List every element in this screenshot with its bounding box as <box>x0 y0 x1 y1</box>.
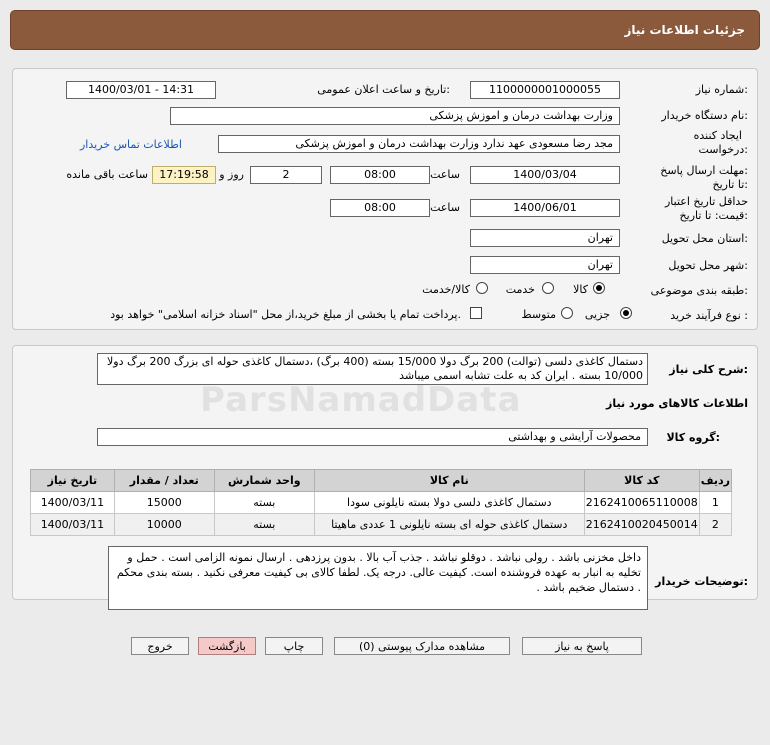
back-button[interactable]: بازگشت <box>198 637 256 655</box>
col-header-row-number: ردیف <box>699 470 731 492</box>
cell-code: 2162410065110008 <box>584 492 699 514</box>
treasury-payment-checkbox[interactable] <box>470 307 482 319</box>
validity-time-field: 08:00 <box>330 199 430 217</box>
description-field: دستمال کاغذی دلسی (توالت) 200 برگ دولا 15/000 بسته (400 برگ) ،دستمال کاغذی حوله ای بزرگ 200 برگ دولا 10/000 بسته . ایران کد به علت تشابه اسمی میباشد <box>97 353 648 385</box>
process-radio-minor[interactable] <box>620 307 632 322</box>
exit-button[interactable]: خروج <box>131 637 189 655</box>
remaining-time-label: ساعت باقی مانده <box>66 168 148 181</box>
col-header-unit: واحد شمارش <box>214 470 314 492</box>
category-radio-service[interactable] <box>542 282 554 297</box>
description-label: شرح کلی نیاز: <box>669 363 748 376</box>
radio-unchecked-icon <box>542 282 554 294</box>
table-row <box>31 514 732 536</box>
cell-code: 2162410020450014 <box>584 514 699 536</box>
validity-label-line2: قیمت: تا تاریخ: <box>679 209 748 222</box>
radio-unchecked-icon <box>476 282 488 294</box>
process-radio-medium[interactable] <box>561 307 573 322</box>
page-title: جزئیات اطلاعات نیاز <box>624 23 745 37</box>
days-remaining-field: 2 <box>250 166 322 184</box>
cell-name: دستمال کاغذی دلسی دولا بسته نایلونی سودا <box>314 492 584 514</box>
deadline-date-field: 1400/03/04 <box>470 166 620 184</box>
city-field: تهران <box>470 256 620 274</box>
buyer-org-field: وزارت بهداشت درمان و اموزش پزشکی <box>170 107 620 125</box>
category-option-goods: کالا <box>573 283 588 296</box>
print-button[interactable]: چاپ <box>265 637 323 655</box>
creator-label-line1: ایجاد کننده <box>693 129 742 142</box>
announce-date-field: 1400/03/01 - 14:31 <box>66 81 216 99</box>
cell-quantity: 10000 <box>114 514 214 536</box>
remaining-time-field: 17:19:58 <box>152 166 216 184</box>
cell-unit: بسته <box>214 492 314 514</box>
cell-name: دستمال کاغذی حوله ای بسته نایلونی 1 عددی ماهیتا <box>314 514 584 536</box>
page-header <box>10 10 760 50</box>
city-label: شهر محل تحویل: <box>668 259 748 272</box>
cell-need-date: 1400/03/11 <box>31 492 115 514</box>
deadline-label-line2: تا تاریخ: <box>712 178 748 191</box>
radio-unchecked-icon <box>561 307 573 319</box>
radio-checked-icon <box>620 307 632 319</box>
col-header-need-date: تاریخ نیاز <box>31 470 115 492</box>
process-type-label: نوع فرآیند خرید : <box>670 309 748 322</box>
buyer-notes-label: توضیحات خریدار: <box>655 575 748 588</box>
col-header-name: نام کالا <box>314 470 584 492</box>
creator-field: مجد رضا مسعودی عهد ندارد وزارت بهداشت درمان و اموزش پزشکی <box>218 135 620 153</box>
province-label: استان محل تحویل: <box>661 232 748 245</box>
category-label: طبقه بندی موضوعی: <box>650 284 748 297</box>
goods-table <box>30 469 732 536</box>
buyer-org-label: نام دستگاه خریدار: <box>661 109 748 122</box>
cell-need-date: 1400/03/11 <box>31 514 115 536</box>
col-header-code: کد کالا <box>584 470 699 492</box>
validity-time-label: ساعت <box>430 201 460 214</box>
goods-section-title: اطلاعات کالاهای مورد نیاز <box>606 397 748 410</box>
cell-unit: بسته <box>214 514 314 536</box>
view-attachments-button[interactable]: مشاهده مدارک پیوستی (0) <box>334 637 510 655</box>
need-number-label: شماره نیاز: <box>695 83 748 96</box>
category-radio-goods-service[interactable] <box>476 282 488 297</box>
goods-group-field: محصولات آرایشی و بهداشتی <box>97 428 648 446</box>
table-row <box>31 492 732 514</box>
col-header-quantity: تعداد / مقدار <box>114 470 214 492</box>
radio-checked-icon <box>593 282 605 294</box>
validity-label-line1: حداقل تاریخ اعتبار <box>664 195 748 208</box>
reply-button[interactable]: پاسخ به نیاز <box>522 637 642 655</box>
buyer-notes-field: داخل مخزنی باشد . رولی نباشد . دوقلو نباشد . جذب آب بالا . بدون پرزدهی . ارسال نمونه الزامی است . حمل و تخلیه به انبار به عهده فروشنده است. کیفیت عالی. درجه یک. لطفا کالای بی کیفیت معرفی نکنید . بسته بندی محکم . دستمال ضخیم باشد . <box>108 546 648 610</box>
process-option-minor: جزیی <box>584 308 610 321</box>
deadline-time-field: 08:00 <box>330 166 430 184</box>
table-header-row <box>31 470 732 492</box>
announce-date-label: تاریخ و ساعت اعلان عمومی: <box>317 83 450 96</box>
goods-group-label: گروه کالا: <box>666 431 720 444</box>
category-option-service: خدمت <box>505 283 535 296</box>
process-option-medium: متوسط <box>521 308 556 321</box>
category-option-goods-service: کالا/خدمت <box>422 283 470 296</box>
buyer-contact-link[interactable]: اطلاعات تماس خریدار <box>80 138 182 151</box>
province-field: تهران <box>470 229 620 247</box>
treasury-payment-note: پرداخت تمام یا بخشی از مبلغ خرید،از محل "اسناد خزانه اسلامی" خواهد بود. <box>110 308 461 321</box>
deadline-label-line1: مهلت ارسال پاسخ: <box>660 164 748 177</box>
cell-quantity: 15000 <box>114 492 214 514</box>
cell-row-number: 1 <box>699 492 731 514</box>
deadline-time-label: ساعت <box>430 168 460 181</box>
creator-label-line2: درخواست: <box>698 143 748 156</box>
validity-date-field: 1400/06/01 <box>470 199 620 217</box>
days-label: روز و <box>219 168 244 181</box>
category-radio-goods[interactable] <box>593 282 605 297</box>
watermark: ParsNamadData <box>200 380 522 420</box>
need-number-field: 1100000001000055 <box>470 81 620 99</box>
cell-row-number: 2 <box>699 514 731 536</box>
